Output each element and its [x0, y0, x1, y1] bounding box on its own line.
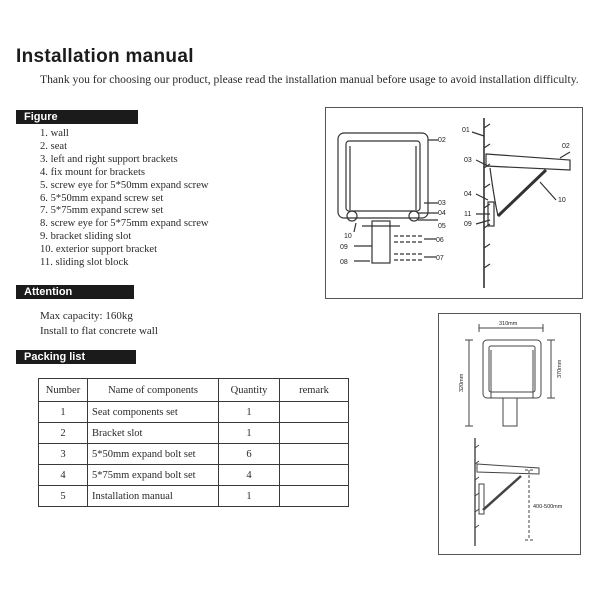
cell-name: Seat components set — [88, 402, 219, 423]
list-item: 10. exterior support bracket — [40, 244, 158, 256]
label-07: 07 — [436, 255, 444, 262]
cell-remark — [280, 444, 349, 465]
side-label-02: 02 — [562, 143, 570, 150]
cell-remark — [280, 465, 349, 486]
wall-type-line: Install to flat concrete wall — [40, 325, 158, 337]
cell-quantity: 6 — [219, 444, 280, 465]
cell-remark — [280, 486, 349, 507]
side-label-01: 01 — [462, 127, 470, 134]
cell-name: Installation manual — [88, 486, 219, 507]
max-capacity-line: Max capacity: 160kg — [40, 310, 133, 322]
table-header-row — [39, 379, 349, 402]
list-item: 8. screw eye for 5*75mm expand screw — [40, 218, 209, 230]
header-remark: remark — [280, 379, 349, 402]
cell-quantity: 1 — [219, 486, 280, 507]
figure-heading: Figure — [16, 110, 138, 124]
list-item: 9. bracket sliding slot — [40, 231, 132, 243]
side-label-11: 11 — [464, 211, 472, 218]
cell-quantity: 4 — [219, 465, 280, 486]
list-item: 11. sliding slot block — [40, 257, 129, 269]
label-08: 08 — [340, 259, 348, 266]
table-row — [39, 423, 349, 444]
label-04: 04 — [438, 210, 446, 217]
list-item: 4. fix mount for brackets — [40, 166, 146, 178]
page-title: Installation manual — [16, 46, 194, 67]
cell-number: 3 — [39, 444, 88, 465]
side-label-10: 10 — [558, 197, 566, 204]
dim-width: 310mm — [499, 321, 518, 327]
header-name: Name of components — [88, 379, 219, 402]
seat-frame-front — [338, 133, 428, 218]
label-06: 06 — [436, 237, 444, 244]
seat-inner-front — [346, 141, 420, 211]
cell-name: 5*75mm expand bolt set — [88, 465, 219, 486]
cell-number: 2 — [39, 423, 88, 444]
expand-screws — [394, 236, 424, 260]
side-label-09: 09 — [464, 221, 472, 228]
table-row — [39, 444, 349, 465]
side-label-04: 04 — [464, 191, 472, 198]
list-item: 7. 5*75mm expand screw set — [40, 205, 164, 217]
cell-name: 5*50mm expand bolt set — [88, 444, 219, 465]
bracket-pivot-left — [347, 211, 357, 221]
cell-name: Bracket slot — [88, 423, 219, 444]
packing-heading: Packing list — [16, 350, 136, 364]
header-quantity: Quantity — [219, 379, 280, 402]
side-label-03: 03 — [464, 157, 472, 164]
dim-inner-height: 370mm — [557, 359, 563, 378]
support-brackets — [350, 146, 416, 210]
dimensions-diagram-svg — [439, 314, 580, 554]
list-item: 1. wall — [40, 128, 69, 139]
dim-height: 320mm — [459, 373, 465, 392]
intro-text: Thank you for choosing our product, please read the installation manual before usage to avoid installation difficulty. — [40, 73, 579, 86]
label-09: 09 — [340, 244, 348, 251]
bracket-sliding-slot — [372, 221, 390, 263]
seat-side — [486, 154, 570, 170]
cell-remark — [280, 402, 349, 423]
figure-list — [40, 128, 209, 270]
bracket-pivot-right — [409, 211, 419, 221]
attention-heading: Attention — [16, 285, 134, 299]
label-05: 05 — [438, 223, 446, 230]
label-03: 03 — [438, 200, 446, 207]
label-10: 10 — [344, 233, 352, 240]
list-item: 3. left and right support brackets — [40, 153, 178, 165]
cell-remark — [280, 423, 349, 444]
cell-number: 5 — [39, 486, 88, 507]
cell-number: 1 — [39, 402, 88, 423]
cell-quantity: 1 — [219, 423, 280, 444]
list-item: 6. 5*50mm expand screw set — [40, 192, 164, 204]
cell-number: 4 — [39, 465, 88, 486]
label-02: 02 — [438, 137, 446, 144]
exterior-support-bracket — [498, 170, 546, 216]
dim-mount-height: 400-500mm — [533, 504, 563, 510]
list-item: 2. seat — [40, 140, 68, 152]
table-row — [39, 465, 349, 486]
list-item: 5. screw eye for 5*50mm expand screw — [40, 179, 209, 191]
attention-text — [40, 309, 158, 339]
table-row — [39, 486, 349, 507]
header-number: Number — [39, 379, 88, 402]
table-row — [39, 402, 349, 423]
slot-front-dim — [503, 398, 517, 426]
seat-front-dim — [483, 340, 541, 398]
cell-quantity: 1 — [219, 402, 280, 423]
packing-table — [38, 378, 349, 507]
parts-diagram-svg — [326, 108, 582, 298]
parts-diagram — [325, 107, 583, 299]
dimensions-diagram — [438, 313, 581, 555]
seat-side-dim — [477, 464, 539, 474]
